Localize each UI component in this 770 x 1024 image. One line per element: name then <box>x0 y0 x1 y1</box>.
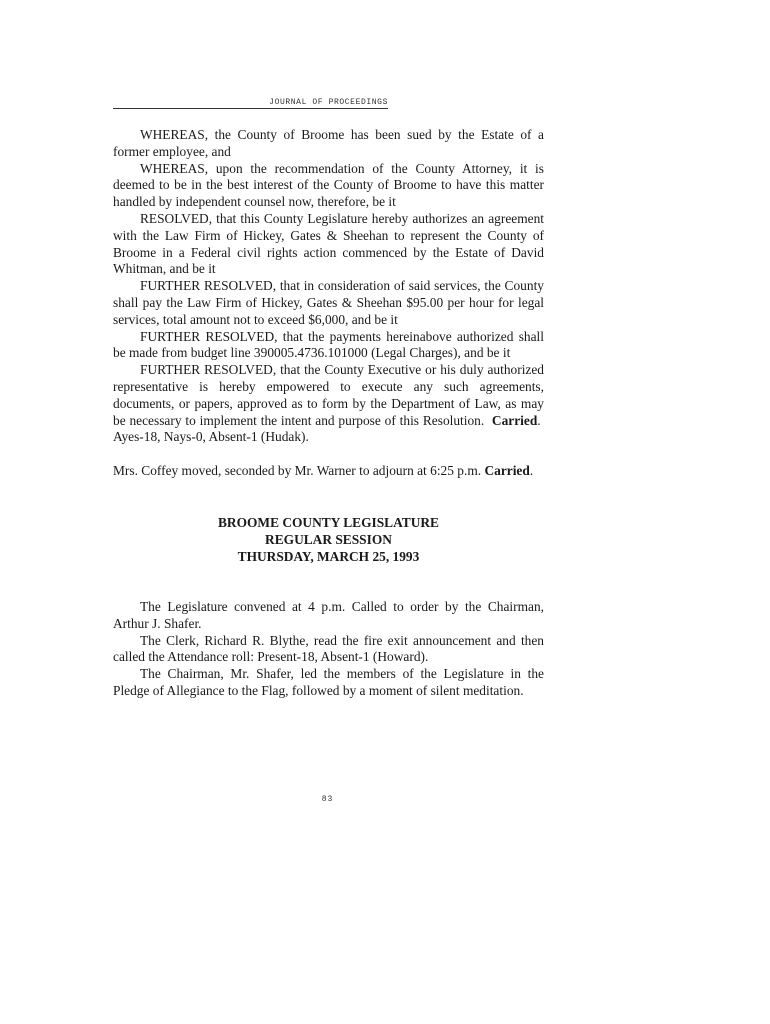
resolution-further-resolved-payment: FURTHER RESOLVED, that in consideration of said services, the County shall pay the Law Firm of Hickey, Gates & Sheehan $95.00 per hour for legal services, total amount not to exceed $6,000, and be it <box>113 278 544 327</box>
adjournment-motion: Mrs. Coffey moved, seconded by Mr. Warner to adjourn at 6:25 p.m. Carried. <box>113 463 534 479</box>
resolution-further-resolved-budget: FURTHER RESOLVED, that the payments hereinabove authorized shall be made from budget line 390005.4736.101000 (Legal Charges), and be it <box>113 328 544 361</box>
body-text <box>113 127 544 700</box>
spacer <box>113 446 544 463</box>
resolution-whereas-1: WHEREAS, the County of Broome has been sued by the Estate of a former employee, and <box>113 127 544 159</box>
spacer <box>113 480 544 514</box>
page-number: 83 <box>321 795 334 804</box>
resolution-final-text: FURTHER RESOLVED, that the County Executive or his duly authorized representative is hereby empowered to execute any such agreements, documents, or papers, approved as to form by the Department of Law, as may be necessary to implement the intent and purpose of this Resolution. <box>113 362 544 428</box>
adjournment-carried: Carried <box>484 463 530 479</box>
resolution-whereas-2: WHEREAS, upon the recommendation of the County Attorney, it is deemed to be in the best interest of the County of Broome to have this matter handled by independent counsel now, therefore, be it <box>113 160 544 210</box>
spacer <box>113 565 544 599</box>
session-heading-date: THURSDAY, MARCH 25, 1993 <box>237 548 420 564</box>
header-rule <box>113 108 388 109</box>
resolution-carried: Carried <box>491 412 538 428</box>
session-heading-type: REGULAR SESSION <box>265 531 392 547</box>
session-roll-call: The Clerk, Richard R. Blythe, read the fire exit announcement and then called the Attendance roll: Present-18, Absent-1 (Howard). <box>113 632 544 665</box>
session-pledge: The Chairman, Mr. Shafer, led the members of the Legislature in the Pledge of Allegiance to the Flag, followed by a moment of silent meditation. <box>113 666 544 698</box>
resolution-further-resolved-executive: FURTHER RESOLVED, that the County Executive or his duly authorized representative is hereby empowered to execute any such agreements, documents, or papers, approved as to form by the Department of Law, as may be necessary to implement the intent and purpose of this Resolution. Carried. Ayes-18, Nays-0, Absent-1 (Hudak). <box>113 362 544 445</box>
resolution-resolved: RESOLVED, that this County Legislature hereby authorizes an agreement with the Law Firm of Hickey, Gates & Sheehan to represent the County of Broome in a Federal civil rights action commenced by the Estate of David Whitman, and be it <box>113 210 544 277</box>
session-heading <box>113 514 544 565</box>
session-convened: The Legislature convened at 4 p.m. Called to order by the Chairman, Arthur J. Shafer. <box>113 598 544 631</box>
adjournment-text: Mrs. Coffey moved, seconded by Mr. Warner to adjourn at 6:25 p.m. <box>113 463 482 479</box>
resolution-vote: Ayes-18, Nays-0, Absent-1 (Hudak). <box>113 429 309 445</box>
session-heading-legislature: BROOME COUNTY LEGISLATURE <box>218 514 439 530</box>
running-header: JOURNAL OF PROCEEDINGS <box>269 98 388 107</box>
